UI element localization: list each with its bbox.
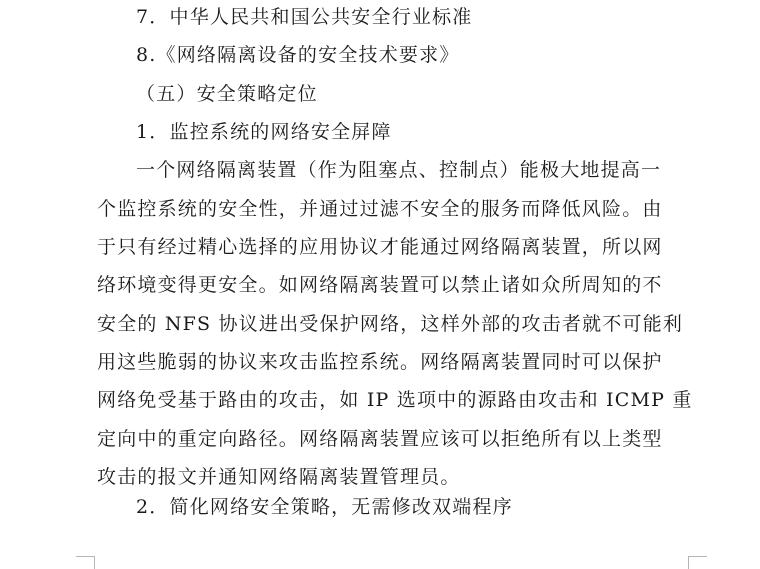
paragraph-line: 于只有经过精心选择的应用协议才能通过网络隔离装置，所以网 [97,236,663,258]
paragraph-line: 一个网络隔离装置（作为阻塞点、控制点）能极大地提高一 [136,159,662,181]
margin-corner-mark-right [688,556,707,569]
list-item-requirements: 8.《网络隔离设备的安全技术要求》 [136,44,460,66]
paragraph-line: 定向中的重定向路径。网络隔离装置应该可以拒绝所有以上类型 [97,428,663,450]
list-item-standard: 7．中华人民共和国公共安全行业标准 [136,6,473,28]
paragraph-line: 网络免受基于路由的攻击，如 IP 选项中的源路由攻击和 ICMP 重 [97,389,693,411]
paragraph-line: 安全的 NFS 协议进出受保护网络，这样外部的攻击者就不可能利 [97,313,684,335]
paragraph-line: 个监控系统的安全性，并通过过滤不安全的服务而降低风险。由 [97,198,663,220]
subsection-heading: 1．监控系统的网络安全屏障 [136,121,392,143]
subsection-heading-next: 2．简化网络安全策略，无需修改双端程序 [136,496,513,518]
paragraph-line: 络环境变得更安全。如网络隔离装置可以禁止诸如众所周知的不 [97,274,663,296]
section-heading: （五）安全策略定位 [136,83,318,105]
paragraph-line: 用这些脆弱的协议来攻击监控系统。网络隔离装置同时可以保护 [97,351,663,373]
margin-corner-mark-left [76,556,95,569]
paragraph-line: 攻击的报文并通知网络隔离装置管理员。 [97,466,461,488]
